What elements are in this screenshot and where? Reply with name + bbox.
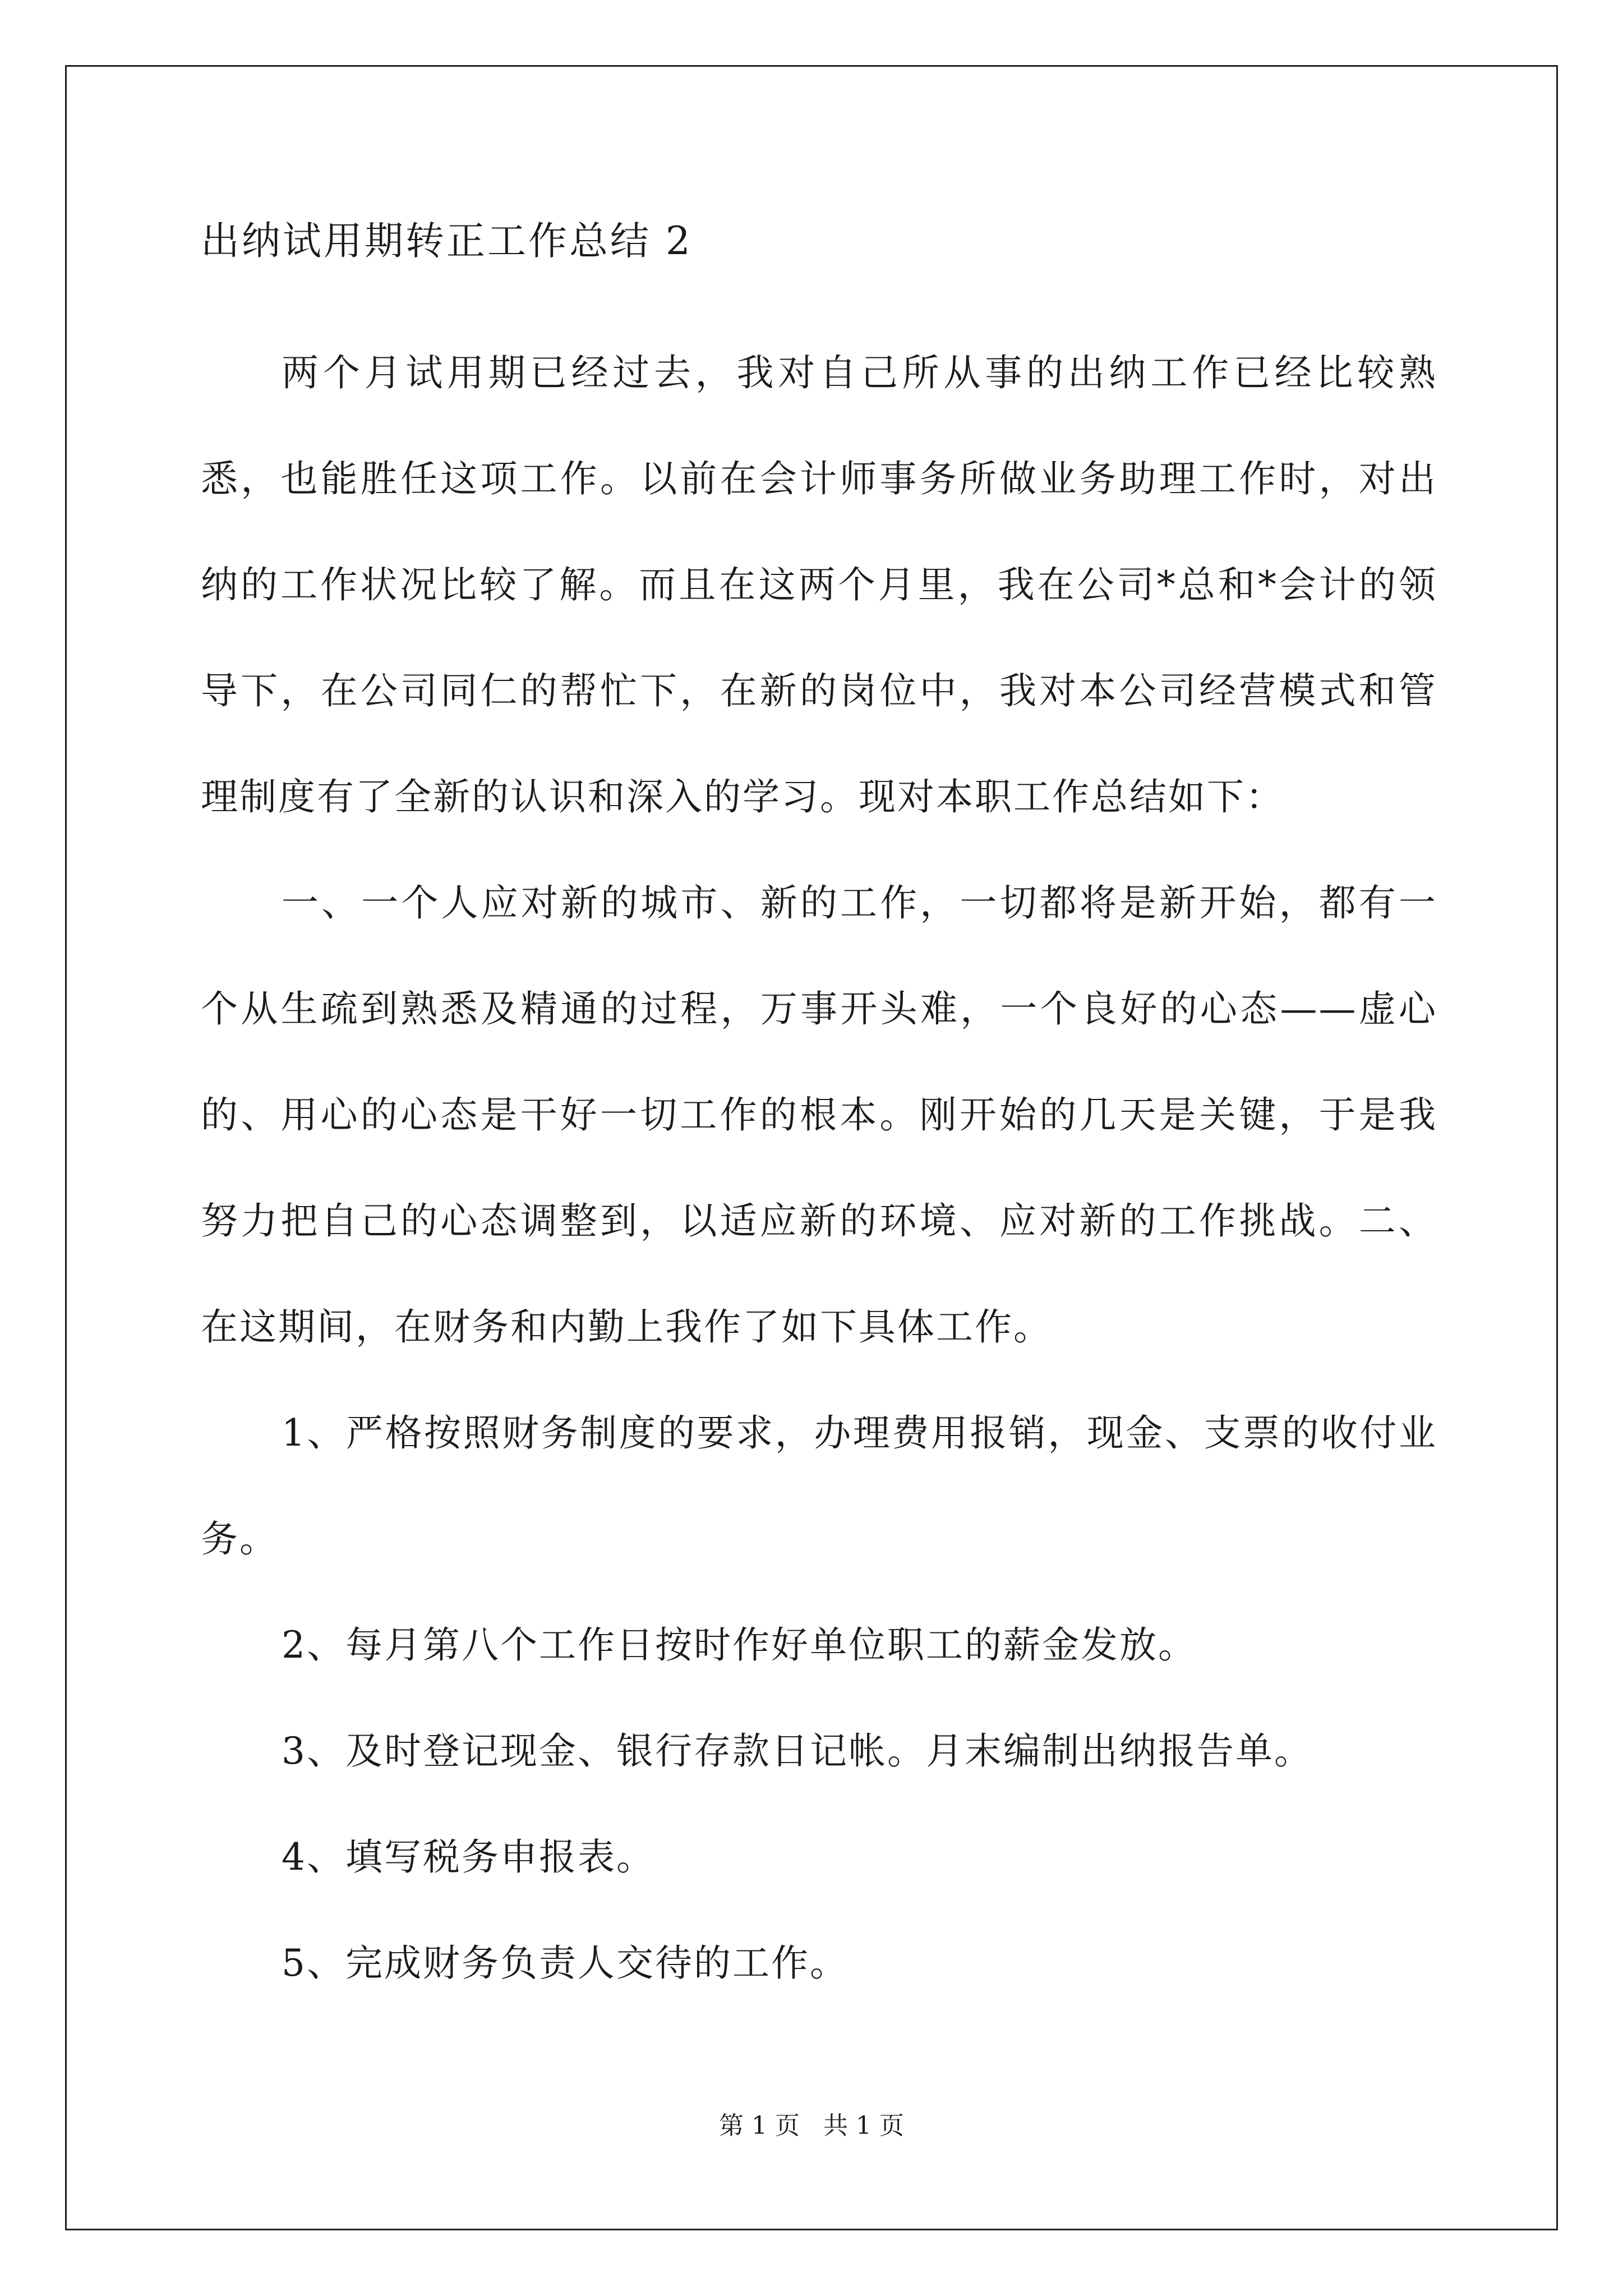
document-body [201, 216, 1437, 2016]
paragraph-item-2: 2、每月第八个工作日按时作好单位职工的薪金发放。 [282, 1623, 1197, 1667]
paragraph-item-4: 4、填写税务申报表。 [282, 1835, 655, 1879]
page-total: 共 1 页 [823, 2111, 904, 2140]
paragraph-section-one: 一、一个人应对新的城市、新的工作，一切都将是新开始，都有一个从生疏到熟悉及精通的过程，万事开头难，一个良好的心态——虚心的、用心的心态是干好一切工作的根本。刚开始的几天是关键，于是我努力把自己的心态调整到，以适应新的环境、应对新的工作挑战。二、在这期间，在财务和内勤上我作了如下具体工作。 [201, 881, 1437, 1349]
page-number: 第 1 页 [719, 2111, 800, 2140]
paragraph-intro: 两个月试用期已经过去，我对自己所从事的出纳工作已经比较熟悉，也能胜任这项工作。以前在会计师事务所做业务助理工作时，对出纳的工作状况比较了解。而且在这两个月里，我在公司*总和*会计的领导下，在公司同仁的帮忙下，在新的岗位中，我对本公司经营模式和管理制度有了全新的认识和深入的学习。现对本职工作总结如下： [201, 351, 1437, 818]
page-footer [0, 2109, 1623, 2143]
paragraph-item-1: 1、严格按照财务制度的要求，办理费用报销，现金、支票的收付业务。 [201, 1411, 1437, 1561]
document-title: 出纳试用期转正工作总结 2 [201, 219, 693, 264]
paragraph-item-3: 3、及时登记现金、银行存款日记帐。月末编制出纳报告单。 [282, 1729, 1313, 1773]
paragraph-item-5: 5、完成财务负责人交待的工作。 [282, 1941, 849, 1985]
